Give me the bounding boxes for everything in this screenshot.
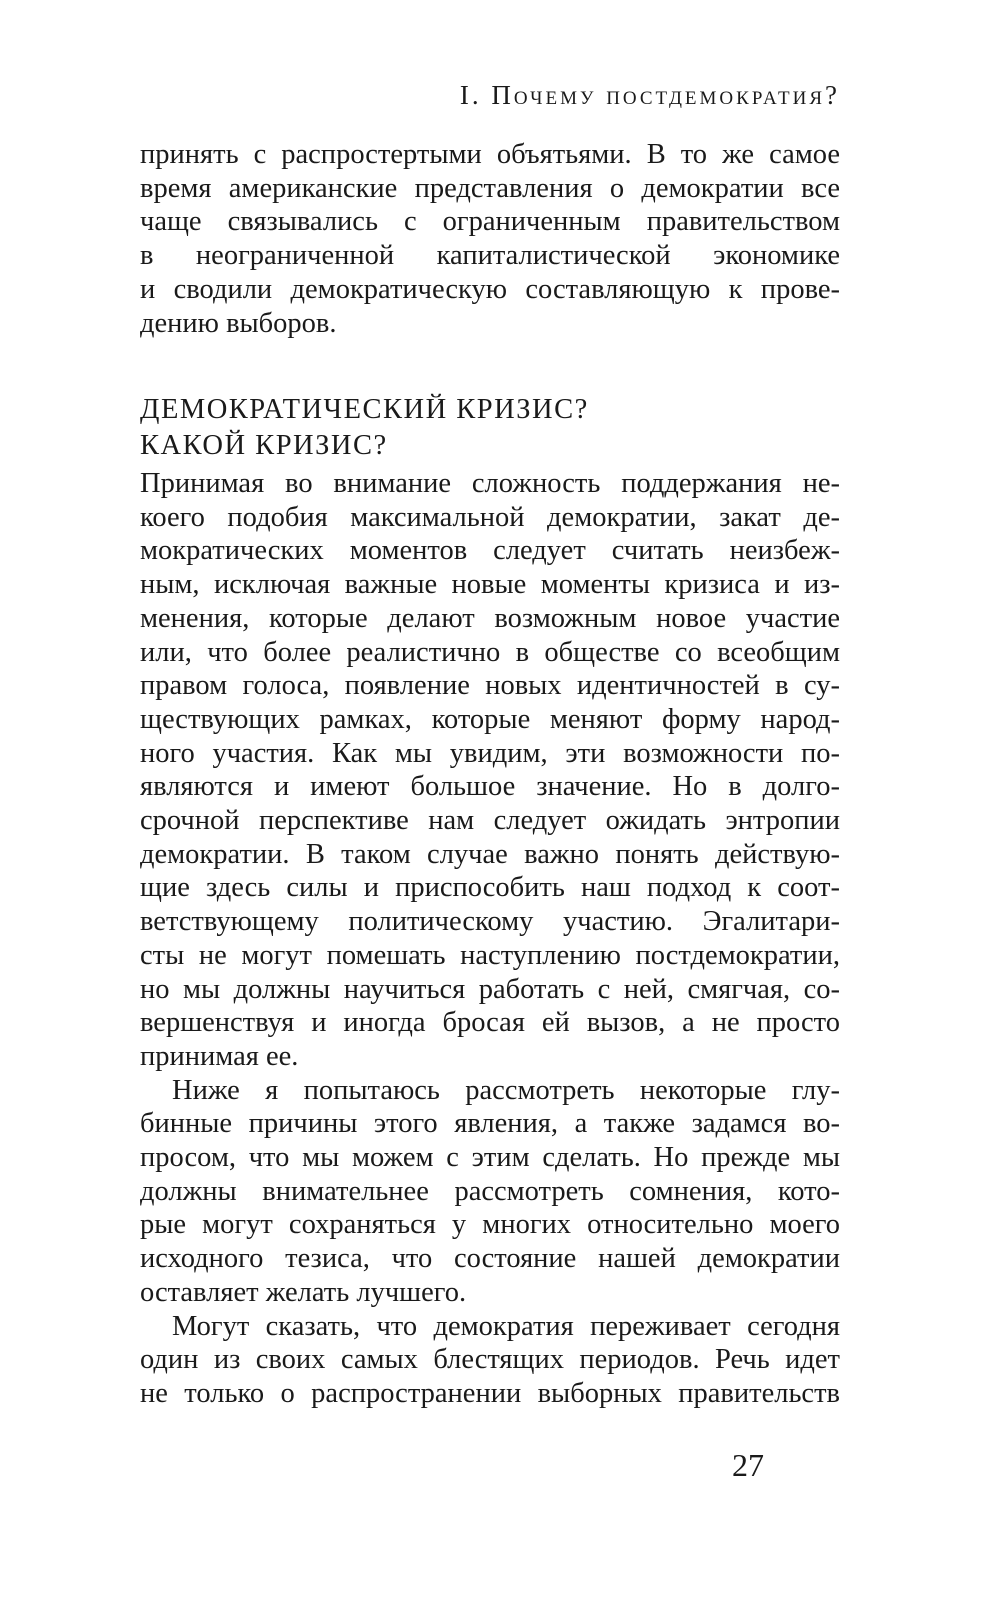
text-line: Могут сказать, что демократия переживает сегодня (172, 1310, 840, 1342)
text-line: Ниже я попытаюсь рассмотреть некоторые глу- (172, 1074, 840, 1106)
text-line: правом голоса, появление новых идентичностей в су- (140, 670, 840, 702)
text-line: ным, исключая важные новые моменты кризиса и из- (140, 569, 840, 601)
text-line: в неограниченной капиталистической экономике (140, 240, 840, 272)
body-text (140, 467, 840, 1411)
text-line: но мы должны научиться работать с ней, смягчая, со- (140, 973, 840, 1005)
text-line: вершенствуя и иногда бросая ей вызов, а не просто (140, 1007, 840, 1039)
running-head: I. Почему постдемократия? (459, 80, 840, 110)
text-line: ветствующему политическому участию. Эгалитари- (140, 906, 840, 938)
text-line: оставляет желать лучшего. (140, 1276, 467, 1308)
text-line: исходного тезиса, что состояние нашей демократии (140, 1243, 840, 1275)
text-line: бинные причины этого явления, а также задамся во- (140, 1108, 840, 1140)
text-line: и сводили демократическую составляющую к прове- (140, 273, 840, 305)
text-line: ного участия. Как мы увидим, эти возможности по- (140, 737, 840, 769)
text-line: или, что более реалистично в обществе со всеобщим (140, 636, 840, 668)
text-line: щие здесь силы и приспособить наш подход к соот- (140, 872, 840, 904)
text-line: время американские представления о демократии все (140, 172, 840, 204)
paragraph-1 (140, 467, 840, 1074)
text-line: срочной перспективе нам следует ожидать энтропии (140, 805, 840, 837)
heading-line: КАКОЙ КРИЗИС? (140, 430, 388, 461)
text-line: менения, которые делают возможным новое участие (140, 602, 840, 634)
intro-paragraph (140, 138, 840, 340)
text-line: демократии. В таком случае важно понять действую- (140, 838, 840, 870)
text-line: дению выборов. (140, 307, 337, 339)
page-number: 27 (732, 1447, 764, 1483)
text-line: должны внимательнее рассмотреть сомнения, кото- (140, 1175, 840, 1207)
paragraph-3 (140, 1310, 840, 1411)
text-line: мократических моментов следует считать неизбеж- (140, 535, 840, 567)
text-line: чаще связывались с ограниченным правительством (140, 206, 840, 238)
text-line: коего подобия максимальной демократии, закат де- (140, 501, 840, 533)
text-line: просом, что мы можем с этим сделать. Но прежде мы (140, 1142, 840, 1174)
section-heading (140, 392, 840, 464)
text-line: принять с распростертыми объятьями. В то же самое (140, 139, 840, 170)
heading-line: ДЕМОКРАТИЧЕСКИЙ КРИЗИС? (140, 394, 589, 425)
text-line: ществующих рамках, которые меняют форму народ- (140, 703, 840, 735)
text-line: рые могут сохраняться у многих относительно моего (140, 1209, 840, 1241)
text-line: являются и имеют большое значение. Но в долго- (140, 771, 840, 803)
text-line: один из своих самых блестящих периодов. Речь идет (140, 1344, 840, 1376)
paragraph-2 (140, 1074, 840, 1310)
text-line: принимая ее. (140, 1040, 299, 1072)
text-line: не только о распространении выборных правительств (140, 1377, 840, 1409)
text-line: сты не могут помешать наступлению постдемократии, (140, 939, 840, 971)
text-line: Принимая во внимание сложность поддержания не- (140, 468, 840, 499)
